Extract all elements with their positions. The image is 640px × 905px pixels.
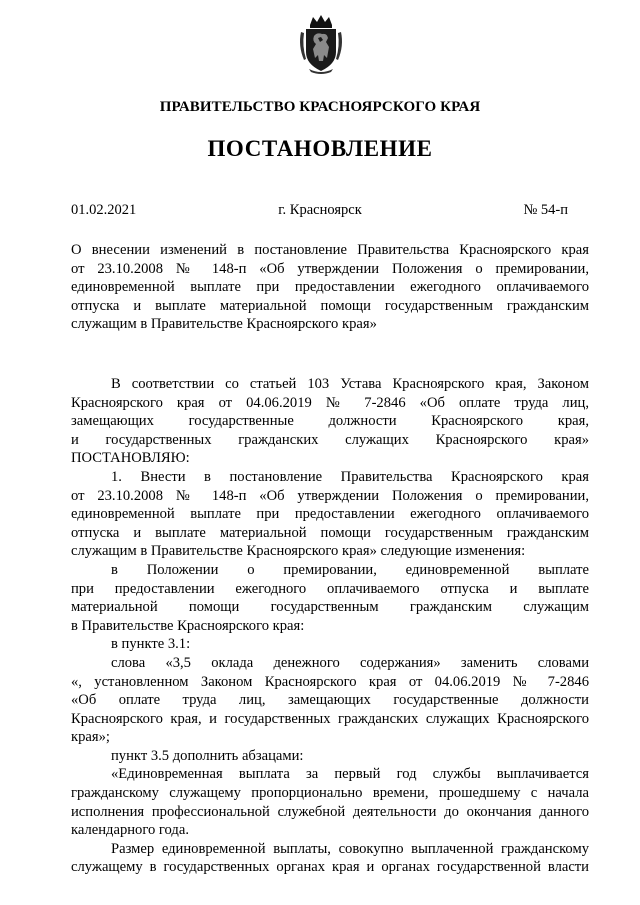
body-line: в пункте 3.1:: [111, 636, 191, 653]
body-line: материальной помощи государственным гражданским служащим: [71, 599, 589, 616]
document-type-heading: ПОСТАНОВЛЕНИЕ: [207, 136, 433, 161]
document-date: 01.02.2021: [71, 202, 137, 218]
subject-line: единовременной выплате при предоставлении ежегодного оплачиваемого: [71, 279, 589, 296]
body-line: отпуска и выплате материальной помощи государственным гражданским: [71, 524, 589, 541]
body-line: в Положении о премировании, единовременной выплате: [111, 561, 589, 578]
body-line: и государственных гражданских служащих Красноярского края»: [71, 431, 589, 448]
body-line: Размер единовременной выплаты, совокупно выплаченной гражданскому: [111, 840, 589, 857]
document-subject: [71, 241, 589, 334]
subject-line: отпуска и выплате материальной помощи государственным гражданским: [71, 297, 589, 314]
subject-line: от 23.10.2008 № 148-п «Об утверждении Положения о премировании,: [71, 260, 589, 277]
body-line: гражданскому служащему пропорционально времени, прошедшему с начала: [71, 785, 589, 802]
body-line: замещающих государственные должности Красноярского края,: [71, 413, 589, 430]
body-line: «, установленном Законом Красноярского края от 04.06.2019 № 7-2846: [71, 673, 589, 690]
document-body: [71, 375, 589, 877]
body-line: края»;: [71, 729, 110, 746]
body-line: единовременной выплате при предоставлении ежегодного оплачиваемого: [71, 506, 589, 523]
coat-of-arms-emblem-icon: [297, 14, 345, 74]
body-line: ПОСТАНОВЛЯЮ:: [71, 450, 190, 467]
subject-line: О внесении изменений в постановление Правительства Красноярского края: [71, 242, 589, 258]
body-line: служащему в государственных органах края и органах государственной власти: [71, 859, 589, 876]
body-line: пункт 3.5 дополнить абзацами:: [111, 747, 304, 764]
body-line: исполнения профессиональной служебной деятельности до окончания данного: [71, 803, 589, 820]
body-line: Красноярского края, и государственных гражданских служащих Красноярского: [71, 710, 589, 727]
body-line: Красноярского края от 04.06.2019 № 7-2846 «Об оплате труда лиц,: [71, 394, 589, 411]
body-line: слова «3,5 оклада денежного содержания» заменить словами: [111, 654, 589, 671]
body-line: от 23.10.2008 № 148-п «Об утверждении Положения о премировании,: [71, 487, 589, 504]
document-number: № 54-п: [523, 202, 568, 218]
body-line: в Правительстве Красноярского края:: [71, 617, 305, 634]
body-line: 1. Внести в постановление Правительства Красноярского края: [111, 468, 589, 485]
body-line: «Единовременная выплата за первый год службы выплачивается: [111, 766, 589, 783]
body-line: при предоставлении ежегодного оплачиваемого отпуска и выплате: [71, 580, 589, 597]
organization-title: ПРАВИТЕЛЬСТВО КРАСНОЯРСКОГО КРАЯ: [159, 99, 481, 115]
subject-line: служащим в Правительстве Красноярского края»: [71, 316, 377, 333]
document-city: г. Красноярск: [278, 202, 362, 218]
body-line: служащим в Правительстве Красноярского края» следующие изменения:: [71, 543, 526, 560]
body-line: В соответствии со статьей 103 Устава Красноярского края, Законом: [111, 376, 589, 392]
body-line: «Об оплате труда лиц, замещающих государственные должности: [71, 692, 589, 709]
body-line: календарного года.: [71, 822, 189, 839]
